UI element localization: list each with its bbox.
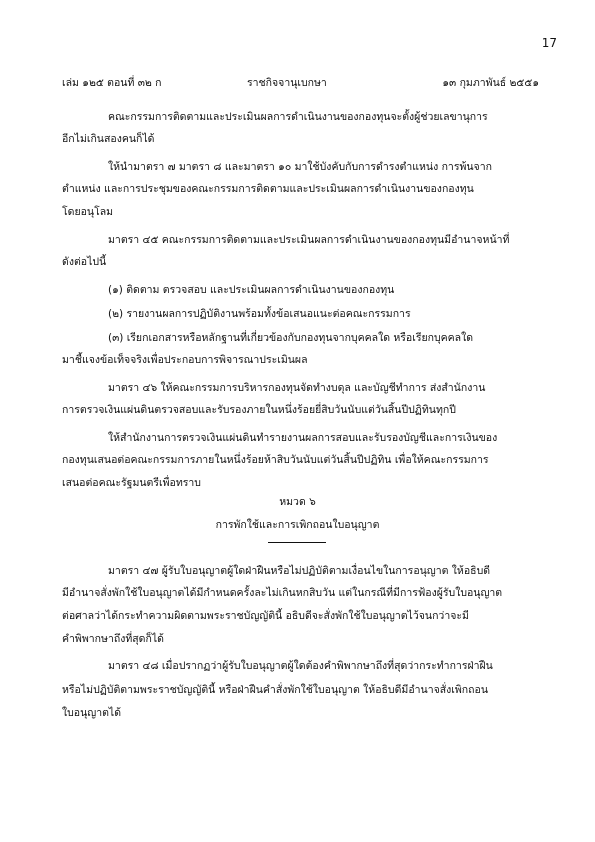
text-line: ต่อศาลว่าได้กระทำความผิดตามพระราชบัญญัตินี้ อธิบดีจะสั่งพักใช้ใบอนุญาตไว้จนกว่าจะมี [62, 610, 469, 622]
text-line: มาตรา ๔๗ ผู้รับใบอนุญาตผู้ใดฝ่าฝืนหรือไม่ปฏิบัติตามเงื่อนไขในการอนุญาต ให้อธิบดี [108, 565, 491, 577]
text-line: เสนอต่อคณะรัฐมนตรีเพื่อทราบ [62, 477, 201, 489]
text-line: โดยอนุโลม [62, 206, 114, 218]
text-line: การตรวจเงินแผ่นดินตรวจสอบและรับรองภายในหนึ่งร้อยยี่สิบวันนับแต่วันสิ้นปีปฏิทินทุกปี [62, 404, 456, 416]
text-line: อีกไม่เกินสองคนก็ได้ [62, 133, 155, 145]
text-line: (๑) ติดตาม ตรวจสอบ และประเมินผลการดำเนินงานของกองทุน [108, 284, 395, 296]
text-line: (๒) รายงานผลการปฏิบัติงานพร้อมทั้งข้อเสนอแนะต่อคณะกรรมการ [108, 308, 411, 320]
chapter-divider [268, 542, 326, 543]
text-line: คำพิพากษาถึงที่สุดก็ได้ [62, 633, 164, 645]
text-line: มาตรา ๔๕ คณะกรรมการติดตามและประเมินผลการดำเนินงานของกองทุนมีอำนาจหน้าที่ [108, 234, 510, 246]
body-top [62, 110, 539, 500]
text-line: ตำแหน่ง และการประชุมของคณะกรรมการติดตามและประเมินผลการดำเนินงานของกองทุน [62, 183, 474, 195]
text-line: ให้นำมาตรา ๗ มาตรา ๘ และมาตรา ๑๐ มาใช้บังคับกับการดำรงตำแหน่ง การพ้นจาก [108, 161, 492, 173]
text-line: คณะกรรมการติดตามและประเมินผลการดำเนินงานของกองทุนจะตั้งผู้ช่วยเลขานุการ [108, 111, 488, 123]
text-line: มีอำนาจสั่งพักใช้ใบอนุญาตได้มีกำหนดครั้งละไม่เกินหกสิบวัน แต่ในกรณีที่มีการฟ้องผู้รับใบอนุญาต [62, 587, 503, 599]
text-line: หรือไม่ปฏิบัติตามพระราชบัญญัตินี้ หรือฝ่าฝืนคำสั่งพักใช้ใบอนุญาต ให้อธิบดีมีอำนาจสั่งเพิกถอน [62, 684, 489, 696]
page-number: 17 [541, 36, 557, 50]
header-date: ๑๓ กุมภาพันธ์ ๒๕๕๑ [442, 77, 539, 89]
text-line: กองทุนเสนอต่อคณะกรรมการภายในหนึ่งร้อยห้าสิบวันนับแต่วันสิ้นปีปฏิทิน เพื่อให้คณะกรรมการ [62, 454, 489, 466]
text-line: ให้สำนักงานการตรวจเงินแผ่นดินทำรายงานผลการสอบและรับรองบัญชีและการเงินของ [108, 432, 498, 444]
running-header [62, 74, 539, 92]
text-line: มาตรา ๔๘ เมื่อปรากฏว่าผู้รับใบอนุญาตผู้ใดต้องคำพิพากษาถึงที่สุดว่ากระทำการฝ่าฝืน [108, 660, 493, 672]
text-line: ดังต่อไปนี้ [62, 256, 107, 268]
text-line: (๓) เรียกเอกสารหรือหลักฐานที่เกี่ยวข้องกับกองทุนจากบุคคลใด หรือเรียกบุคคลใด [108, 332, 474, 344]
body-bottom [62, 564, 539, 719]
header-gazette-title: ราชกิจจานุเบกษา [247, 77, 327, 89]
text-line: มาชี้แจงข้อเท็จจริงเพื่อประกอบการพิจารณาประเมินผล [62, 354, 308, 366]
chapter-title: การพักใช้และการเพิกถอนใบอนุญาต [215, 519, 380, 531]
header-volume: เล่ม ๑๒๕ ตอนที่ ๓๒ ก [62, 77, 162, 89]
text-line: มาตรา ๔๖ ให้คณะกรรมการบริหารกองทุนจัดทำงบดุล และบัญชีทำการ ส่งสำนักงาน [108, 382, 486, 394]
chapter-number: หมวด ๖ [279, 496, 316, 508]
text-line: ใบอนุญาตได้ [62, 707, 122, 719]
